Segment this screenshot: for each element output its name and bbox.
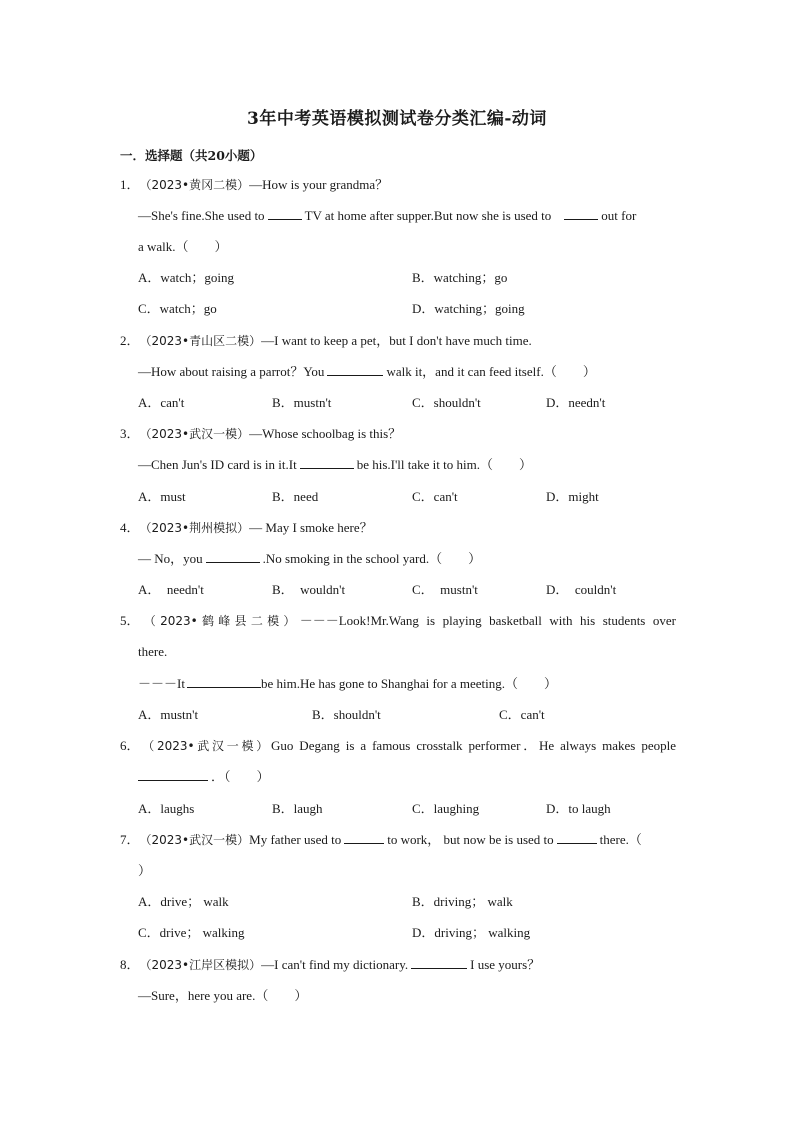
answer-blank bbox=[268, 206, 302, 220]
question-text: be his.I'll take it to him.（ ） bbox=[356, 457, 532, 472]
option-a[interactable]: A．can't bbox=[138, 395, 185, 410]
question-text: — May I smoke here？ bbox=[249, 520, 373, 535]
option-c[interactable]: C． mustn't bbox=[412, 582, 478, 597]
question-6-line-2 bbox=[138, 767, 676, 787]
answer-blank bbox=[138, 767, 208, 781]
option-d[interactable]: D．might bbox=[546, 489, 599, 504]
question-7-stem bbox=[120, 830, 676, 850]
option-d[interactable]: D．driving； walking bbox=[412, 925, 531, 940]
answer-blank bbox=[300, 455, 354, 469]
answer-blank bbox=[187, 674, 261, 688]
question-5-line-3 bbox=[138, 674, 676, 694]
question-text: —She's fine.She used to bbox=[138, 208, 265, 223]
option-c[interactable]: C．watch；go bbox=[138, 301, 217, 316]
question-text: Guo Degang is a famous crosstalk performer．He always makes people bbox=[270, 738, 676, 753]
question-source: （2023•武汉一模） bbox=[139, 739, 271, 753]
question-source: （2023•青山区二模） bbox=[139, 334, 262, 348]
question-number: 4． bbox=[120, 520, 140, 535]
option-c[interactable]: C．shouldn't bbox=[412, 395, 481, 410]
question-source: （2023•黄冈二模） bbox=[139, 178, 250, 192]
option-d[interactable]: D．watching；going bbox=[412, 301, 525, 316]
option-a[interactable]: A．watch；going bbox=[138, 270, 235, 285]
question-text: —How about raising a parrot？You bbox=[138, 364, 325, 379]
question-8-line-2: —Sure，here you are.（ ） bbox=[138, 988, 308, 1003]
question-number: 8． bbox=[120, 957, 140, 972]
question-1-stem bbox=[120, 175, 676, 195]
question-text: to work， but now be is used to bbox=[387, 832, 554, 847]
option-b[interactable]: B． wouldn't bbox=[272, 582, 346, 597]
question-number: 2． bbox=[120, 333, 140, 348]
question-text: out for bbox=[601, 208, 637, 223]
answer-blank bbox=[206, 549, 260, 563]
question-number: 5． bbox=[120, 613, 140, 628]
question-text: －－－Look!Mr.Wang is playing basketball with his students over bbox=[299, 613, 676, 628]
question-3-line-2 bbox=[138, 455, 676, 475]
option-a[interactable]: A． needn't bbox=[138, 582, 204, 597]
question-text: —Whose schoolbag is this？ bbox=[249, 426, 402, 441]
question-text: .No smoking in the school yard.（ ） bbox=[262, 551, 482, 566]
question-source: （2023•鹤峰县二模） bbox=[139, 614, 300, 628]
question-text: －－－It bbox=[138, 676, 185, 691]
option-d[interactable]: D．to laugh bbox=[546, 801, 611, 816]
option-c[interactable]: C．drive； walking bbox=[138, 925, 245, 940]
answer-blank bbox=[411, 955, 467, 969]
question-text: —How is your grandma？ bbox=[249, 177, 389, 192]
option-d[interactable]: D． couldn't bbox=[546, 582, 617, 597]
question-text: TV at home after supper.But now she is used to bbox=[304, 208, 552, 223]
question-text: I use yours？ bbox=[470, 957, 541, 972]
question-5-stem bbox=[120, 611, 676, 631]
option-c[interactable]: C．can't bbox=[412, 489, 458, 504]
question-number: 3． bbox=[120, 426, 140, 441]
question-5-line-2: there. bbox=[138, 644, 168, 659]
question-1-line-3: a walk.（ ） bbox=[138, 239, 228, 254]
answer-blank bbox=[344, 830, 384, 844]
question-6-stem bbox=[120, 736, 676, 756]
option-b[interactable]: B．driving； walk bbox=[412, 894, 513, 909]
option-c[interactable]: C．can't bbox=[499, 707, 545, 722]
question-text: —I want to keep a pet，but I don't have much time. bbox=[261, 333, 532, 348]
question-source: （2023•江岸区模拟） bbox=[139, 958, 262, 972]
option-b[interactable]: B．watching；go bbox=[412, 270, 508, 285]
option-b[interactable]: B．need bbox=[272, 489, 319, 504]
question-number: 6． bbox=[120, 738, 140, 753]
option-a[interactable]: A．laughs bbox=[138, 801, 195, 816]
question-4-stem bbox=[120, 518, 676, 538]
question-7-line-2: ） bbox=[138, 863, 152, 878]
question-4-line-2 bbox=[138, 549, 676, 569]
question-2-stem bbox=[120, 331, 676, 351]
page-title: 3年中考英语模拟测试卷分类汇编-动词 bbox=[247, 109, 547, 129]
option-b[interactable]: B．shouldn't bbox=[312, 707, 381, 722]
question-text: —Chen Jun's ID card is in it.It bbox=[138, 457, 297, 472]
question-text: My father used to bbox=[249, 832, 342, 847]
option-a[interactable]: A．drive； walk bbox=[138, 894, 229, 909]
option-a[interactable]: A．must bbox=[138, 489, 186, 504]
question-text: —I can't find my dictionary. bbox=[261, 957, 409, 972]
question-text: walk it，and it can feed itself.（ ） bbox=[386, 364, 596, 379]
question-number: 7． bbox=[120, 832, 140, 847]
question-text: there.（ bbox=[599, 832, 642, 847]
question-1-line-2 bbox=[138, 206, 676, 226]
question-source: （2023•武汉一模） bbox=[139, 833, 250, 847]
question-number: 1． bbox=[120, 177, 140, 192]
answer-blank bbox=[564, 206, 598, 220]
question-text: be him.He has gone to Shanghai for a meeting.（ ） bbox=[260, 676, 558, 691]
option-d[interactable]: D．needn't bbox=[546, 395, 606, 410]
option-a[interactable]: A．mustn't bbox=[138, 707, 199, 722]
option-b[interactable]: B．laugh bbox=[272, 801, 323, 816]
option-c[interactable]: C．laughing bbox=[412, 801, 480, 816]
answer-blank bbox=[327, 362, 383, 376]
section-heading: 一．选择题（共20小题） bbox=[120, 148, 263, 163]
question-source: （2023•荆州模拟） bbox=[139, 521, 250, 535]
answer-blank bbox=[557, 830, 597, 844]
question-2-line-2 bbox=[138, 362, 676, 382]
question-text: ．（ ） bbox=[211, 769, 270, 784]
question-source: （2023•武汉一模） bbox=[139, 427, 250, 441]
question-3-stem bbox=[120, 424, 676, 444]
question-text: — No，you bbox=[138, 551, 203, 566]
question-8-stem bbox=[120, 955, 676, 975]
option-b[interactable]: B．mustn't bbox=[272, 395, 332, 410]
